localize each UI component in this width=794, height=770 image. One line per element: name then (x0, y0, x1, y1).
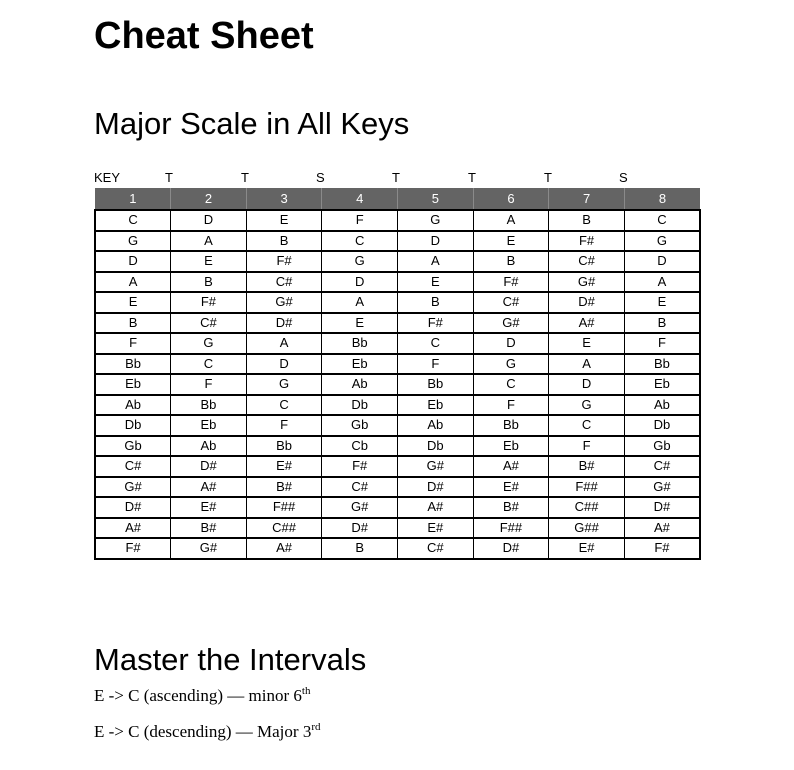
note-cell: F# (246, 251, 322, 272)
note-cell: E (246, 210, 322, 231)
note-cell: D# (171, 456, 247, 477)
step-label: T (544, 170, 552, 185)
note-cell: Ab (624, 395, 700, 416)
interval-ordinal-suffix: rd (311, 721, 321, 733)
step-label: S (619, 170, 628, 185)
note-cell: C (549, 415, 625, 436)
step-pattern-row (94, 169, 700, 187)
note-cell: F (171, 374, 247, 395)
table-row (95, 538, 700, 559)
note-cell: F (624, 333, 700, 354)
note-cell: G (549, 395, 625, 416)
note-cell: C## (549, 497, 625, 518)
note-cell: C (398, 333, 474, 354)
note-cell: A# (171, 477, 247, 498)
note-cell: C (171, 354, 247, 375)
note-cell: Eb (95, 374, 171, 395)
note-cell: Bb (398, 374, 474, 395)
note-cell: A (322, 292, 398, 313)
note-cell: E (549, 333, 625, 354)
note-cell: E# (171, 497, 247, 518)
table-row (95, 333, 700, 354)
note-cell: Eb (171, 415, 247, 436)
table-row (95, 395, 700, 416)
note-cell: C## (246, 518, 322, 539)
note-cell: A (171, 231, 247, 252)
note-cell: D# (549, 292, 625, 313)
note-cell: G# (95, 477, 171, 498)
table-row (95, 292, 700, 313)
column-header-degree: 3 (246, 188, 322, 210)
note-cell: G (171, 333, 247, 354)
note-cell: G# (246, 292, 322, 313)
note-cell: A (398, 251, 474, 272)
table-row (95, 497, 700, 518)
note-cell: G## (549, 518, 625, 539)
note-cell: C (322, 231, 398, 252)
note-cell: C (246, 395, 322, 416)
table-row (95, 210, 700, 231)
note-cell: F (95, 333, 171, 354)
note-cell: Db (95, 415, 171, 436)
note-cell: C (95, 210, 171, 231)
table-row (95, 477, 700, 498)
note-cell: B# (473, 497, 549, 518)
note-cell: E (624, 292, 700, 313)
note-cell: E (322, 313, 398, 334)
step-label: T (392, 170, 400, 185)
note-cell: C# (398, 538, 474, 559)
note-cell: D# (473, 538, 549, 559)
note-cell: C (624, 210, 700, 231)
note-cell: F (398, 354, 474, 375)
table-row (95, 272, 700, 293)
note-cell: Bb (95, 354, 171, 375)
note-cell: B (246, 231, 322, 252)
note-cell: F## (246, 497, 322, 518)
note-cell: B (398, 292, 474, 313)
note-cell: F (246, 415, 322, 436)
note-cell: G (322, 251, 398, 272)
table-row (95, 251, 700, 272)
step-label: T (241, 170, 249, 185)
note-cell: C# (549, 251, 625, 272)
note-cell: B (95, 313, 171, 334)
note-cell: D (624, 251, 700, 272)
note-cell: D# (246, 313, 322, 334)
note-cell: A# (624, 518, 700, 539)
note-cell: E (398, 272, 474, 293)
table-row (95, 313, 700, 334)
interval-text: E -> C (descending) — Major 3 (94, 722, 312, 741)
note-cell: Db (624, 415, 700, 436)
note-cell: Bb (473, 415, 549, 436)
note-cell: B# (246, 477, 322, 498)
note-cell: D (398, 231, 474, 252)
note-cell: D# (398, 477, 474, 498)
note-cell: G# (398, 456, 474, 477)
column-header-degree: 6 (473, 188, 549, 210)
note-cell: G# (624, 477, 700, 498)
interval-item (94, 721, 321, 743)
note-cell: A# (246, 538, 322, 559)
note-cell: C# (624, 456, 700, 477)
note-cell: F# (95, 538, 171, 559)
note-cell: B (473, 251, 549, 272)
note-cell: D (322, 272, 398, 293)
note-cell: E# (398, 518, 474, 539)
note-cell: E# (473, 477, 549, 498)
note-cell: F# (624, 538, 700, 559)
column-header-degree: 5 (398, 188, 474, 210)
note-cell: F (549, 436, 625, 457)
major-scale-heading: Major Scale in All Keys (94, 106, 410, 141)
table-row (95, 436, 700, 457)
note-cell: A (549, 354, 625, 375)
note-cell: G (95, 231, 171, 252)
note-cell: Eb (624, 374, 700, 395)
table-row (95, 456, 700, 477)
note-cell: Bb (171, 395, 247, 416)
note-cell: A (95, 272, 171, 293)
note-cell: B# (171, 518, 247, 539)
interval-text: E -> C (ascending) — minor 6 (94, 686, 302, 705)
note-cell: A (246, 333, 322, 354)
interval-item (94, 685, 310, 707)
note-cell: Ab (171, 436, 247, 457)
key-label: KEY (94, 170, 121, 185)
note-cell: C# (473, 292, 549, 313)
table-row (95, 354, 700, 375)
note-cell: Ab (322, 374, 398, 395)
note-cell: B (171, 272, 247, 293)
note-cell: B (322, 538, 398, 559)
note-cell: A# (549, 313, 625, 334)
column-header-degree: 2 (171, 188, 247, 210)
note-cell: F## (549, 477, 625, 498)
note-cell: D# (624, 497, 700, 518)
note-cell: G (398, 210, 474, 231)
note-cell: D (473, 333, 549, 354)
note-cell: E# (246, 456, 322, 477)
step-label: S (316, 170, 325, 185)
note-cell: Gb (95, 436, 171, 457)
note-cell: B (624, 313, 700, 334)
note-cell: Gb (322, 415, 398, 436)
note-cell: B# (549, 456, 625, 477)
note-cell: A# (473, 456, 549, 477)
intervals-heading: Master the Intervals (94, 642, 367, 677)
table-body (95, 210, 700, 559)
note-cell: E# (549, 538, 625, 559)
table-header-row (95, 188, 700, 210)
note-cell: Bb (246, 436, 322, 457)
note-cell: A# (398, 497, 474, 518)
column-header-degree: 1 (95, 188, 171, 210)
major-scale-table (94, 188, 701, 560)
note-cell: G (246, 374, 322, 395)
note-cell: F# (398, 313, 474, 334)
note-cell: G# (171, 538, 247, 559)
note-cell: D (246, 354, 322, 375)
column-header-degree: 7 (549, 188, 625, 210)
note-cell: G# (322, 497, 398, 518)
page-title: Cheat Sheet (94, 15, 314, 57)
note-cell: F# (322, 456, 398, 477)
column-header-degree: 4 (322, 188, 398, 210)
note-cell: Eb (322, 354, 398, 375)
note-cell: F# (171, 292, 247, 313)
note-cell: E (171, 251, 247, 272)
interval-ordinal-suffix: th (301, 685, 311, 697)
note-cell: Db (322, 395, 398, 416)
table-row (95, 374, 700, 395)
note-cell: D# (95, 497, 171, 518)
note-cell: F# (473, 272, 549, 293)
note-cell: G (624, 231, 700, 252)
note-cell: D (171, 210, 247, 231)
note-cell: F (322, 210, 398, 231)
note-cell: G# (473, 313, 549, 334)
note-cell: Eb (473, 436, 549, 457)
table-row (95, 415, 700, 436)
note-cell: Bb (624, 354, 700, 375)
note-cell: C# (246, 272, 322, 293)
step-label: T (468, 170, 476, 185)
table-row (95, 231, 700, 252)
note-cell: Gb (624, 436, 700, 457)
note-cell: F# (549, 231, 625, 252)
note-cell: A# (95, 518, 171, 539)
note-cell: A (624, 272, 700, 293)
note-cell: B (549, 210, 625, 231)
note-cell: G (473, 354, 549, 375)
note-cell: C (473, 374, 549, 395)
note-cell: Db (398, 436, 474, 457)
note-cell: C# (322, 477, 398, 498)
note-cell: F (473, 395, 549, 416)
note-cell: E (95, 292, 171, 313)
note-cell: F## (473, 518, 549, 539)
note-cell: C# (95, 456, 171, 477)
note-cell: Cb (322, 436, 398, 457)
note-cell: Ab (95, 395, 171, 416)
step-label: T (165, 170, 173, 185)
note-cell: D (95, 251, 171, 272)
note-cell: D (549, 374, 625, 395)
note-cell: C# (171, 313, 247, 334)
note-cell: Bb (322, 333, 398, 354)
note-cell: Eb (398, 395, 474, 416)
note-cell: G# (549, 272, 625, 293)
table-row (95, 518, 700, 539)
note-cell: E (473, 231, 549, 252)
note-cell: A (473, 210, 549, 231)
column-header-degree: 8 (624, 188, 700, 210)
note-cell: D# (322, 518, 398, 539)
note-cell: Ab (398, 415, 474, 436)
